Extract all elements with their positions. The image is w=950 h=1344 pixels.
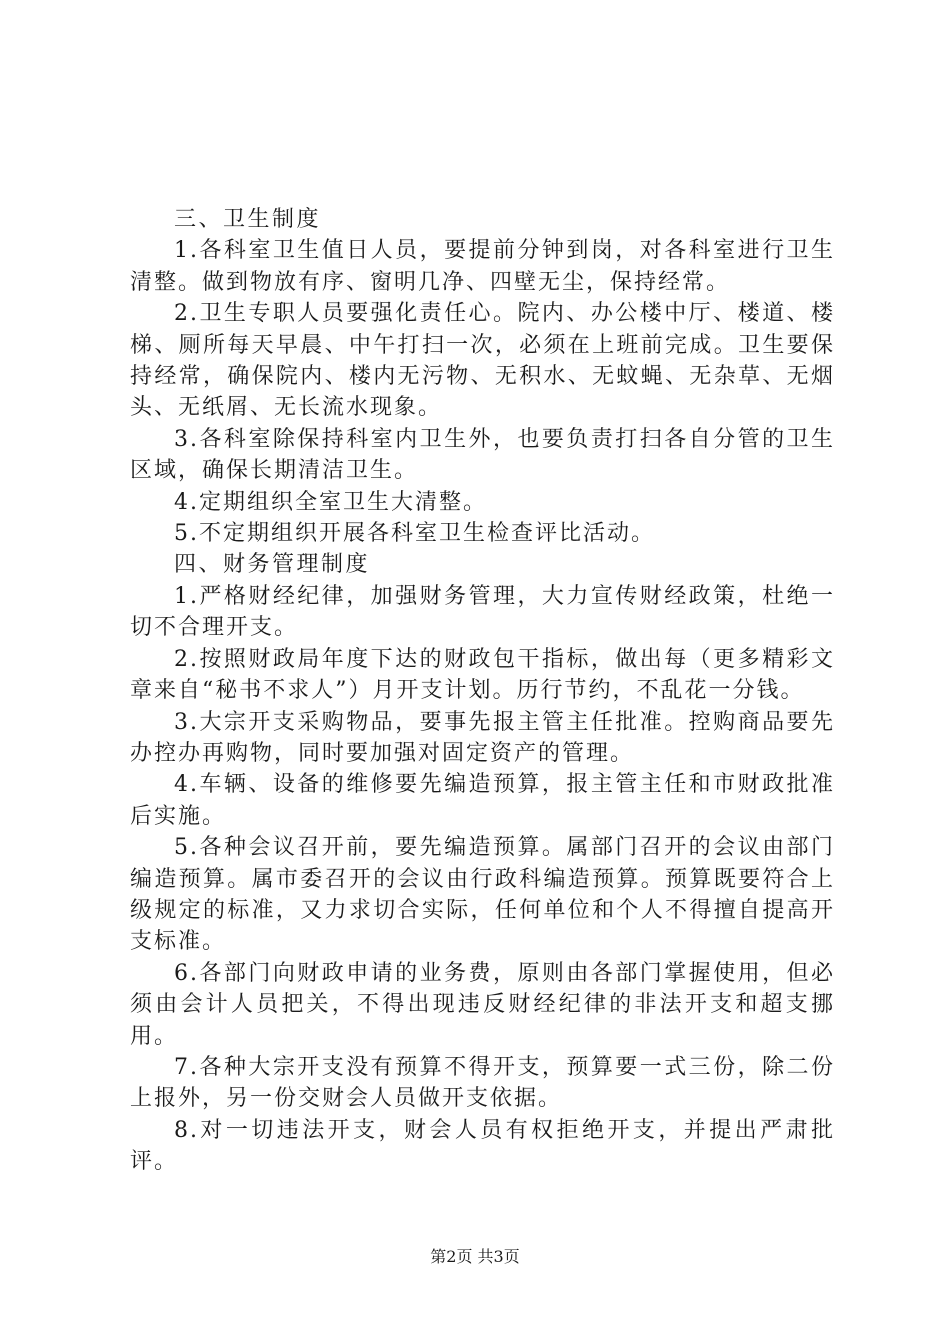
paragraph: 5.各种会议召开前，要先编造预算。属部门召开的会议由部门编造预算。属市委召开的会议由行政科编造预算。预算既要符合上级规定的标准，又力求切合实际，任何单位和个人不得擅自提高开支标准。 <box>130 835 835 955</box>
paragraph: 1.严格财经纪律，加强财务管理，大力宣传财经政策，杜绝一切不合理开支。 <box>130 583 835 641</box>
paragraph: 4.定期组织全室卫生大清整。 <box>174 489 487 515</box>
paragraph: 6.各部门向财政申请的业务费，原则由各部门掌握使用，但必须由会计人员把关，不得出现违反财经纪律的非法开支和超支挪用。 <box>130 960 835 1049</box>
section-heading-hygiene: 三、卫生制度 <box>174 207 322 232</box>
document-body <box>130 204 835 1178</box>
paragraph: 8.对一切违法开支，财会人员有权拒绝开支，并提出严肃批评。 <box>130 1117 835 1175</box>
section-heading-finance: 四、财务管理制度 <box>174 552 371 578</box>
page-number-footer: 第2页 共3页 <box>430 1247 520 1266</box>
paragraph: 2.按照财政局年度下达的财政包干指标，做出每（更多精彩文章来自“秘书不求人”）月开支计划。历行节约，不乱花一分钱。 <box>130 646 835 704</box>
paragraph: 7.各种大宗开支没有预算不得开支，预算要一式三份，除二份上报外，另一份交财会人员做开支依据。 <box>130 1054 835 1112</box>
paragraph: 4.车辆、设备的维修要先编造预算，报主管主任和市财政批准后实施。 <box>130 772 835 829</box>
paragraph: 2.卫生专职人员要强化责任心。院内、办公楼中厅、楼道、楼梯、厕所每天早晨、中午打扫一次，必须在上班前完成。卫生要保持经常，确保院内、楼内无污物、无积水、无蚊蝇、无杂草、无烟头、无纸屑、无长流水现象。 <box>130 301 835 421</box>
paragraph: 5.不定期组织开展各科室卫生检查评比活动。 <box>174 521 655 547</box>
paragraph: 3.大宗开支采购物品，要事先报主管主任批准。控购商品要先办控办再购物，同时要加强对固定资产的管理。 <box>130 709 835 766</box>
paragraph: 1.各科室卫生值日人员，要提前分钟到岗，对各科室进行卫生清整。做到物放有序、窗明几净、四壁无尘，保持经常。 <box>130 238 835 295</box>
paragraph: 3.各科室除保持科室内卫生外，也要负责打扫各自分管的卫生区域，确保长期清洁卫生。 <box>130 426 835 484</box>
